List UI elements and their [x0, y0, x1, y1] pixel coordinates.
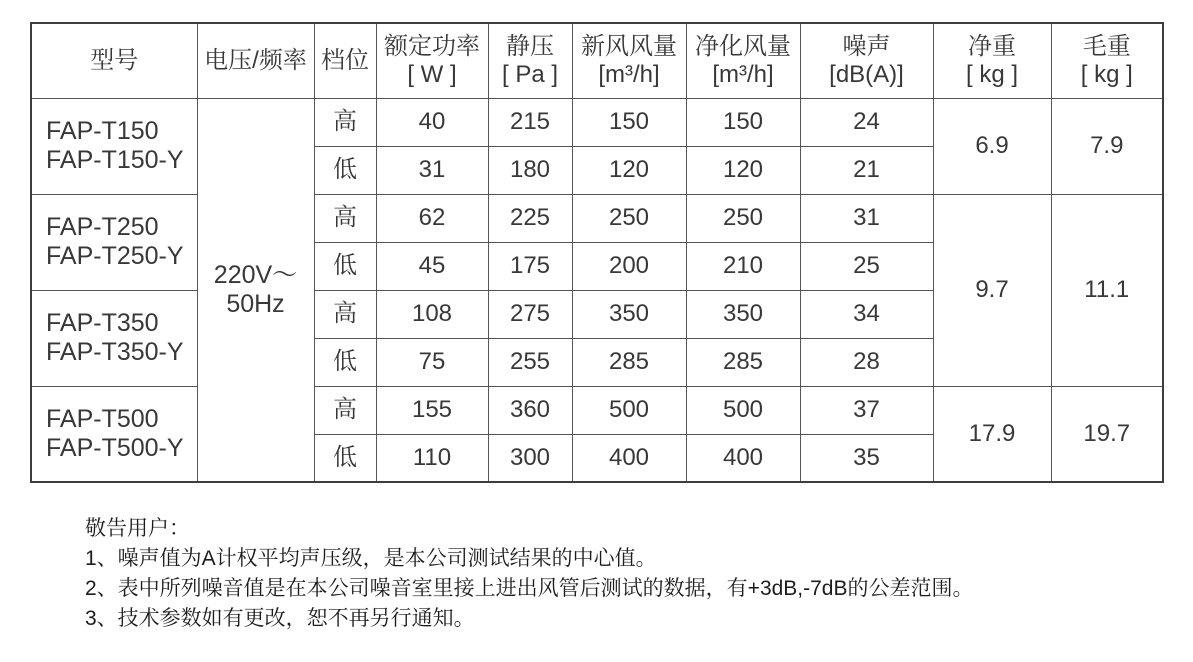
net-weight-value: 9.7: [933, 194, 1051, 386]
unit-pa: [ Pa ]: [501, 60, 559, 88]
noise-value: 35: [800, 434, 933, 482]
gear-cell: 高: [314, 386, 376, 434]
col-header-purified-air-volume: 净化风量 [m³/h]: [686, 23, 800, 98]
header-row: [31, 23, 1163, 98]
gross-weight-value: 11.1: [1051, 194, 1163, 386]
fresh-air-value: 120: [572, 146, 686, 194]
gear-cell: 低: [314, 146, 376, 194]
gear-cell: 高: [314, 98, 376, 146]
net-weight-value: 17.9: [933, 386, 1051, 482]
purify-air-value: 400: [686, 434, 800, 482]
unit-m3h: [m³/h]: [712, 60, 774, 88]
model-name: FAP-T250-Y: [46, 242, 184, 270]
unit-kg: [ kg ]: [1080, 60, 1133, 88]
purify-air-value: 120: [686, 146, 800, 194]
noise-value: 25: [800, 242, 933, 290]
power-value: 31: [376, 146, 488, 194]
notes-title: 敬告用户：: [85, 517, 190, 540]
col-header-gear: [314, 23, 376, 98]
table-row: [31, 98, 1163, 146]
col-header-model: [31, 23, 197, 98]
fresh-air-value: 350: [572, 290, 686, 338]
fresh-air-value: 200: [572, 242, 686, 290]
noise-value: 37: [800, 386, 933, 434]
model-name: FAP-T150-Y: [46, 146, 184, 174]
pressure-value: 300: [488, 434, 572, 482]
col-header-rated-power: 额定功率 [ W ]: [376, 23, 488, 98]
purify-air-value: 285: [686, 338, 800, 386]
unit-watt: [ W ]: [407, 60, 457, 88]
model-name: FAP-T150: [46, 117, 159, 146]
fresh-air-value: 285: [572, 338, 686, 386]
model-name: FAP-T500: [46, 405, 159, 433]
power-value: 45: [376, 242, 488, 290]
purify-air-value: 210: [686, 242, 800, 290]
fresh-air-value: 500: [572, 386, 686, 434]
model-cell-t350: [31, 290, 197, 386]
noise-value: 31: [800, 194, 933, 242]
note-item-3: 3、技术参数如有更改，恕不再另行通知。: [85, 607, 475, 630]
pressure-value: 215: [488, 98, 572, 146]
pressure-value: 225: [488, 194, 572, 242]
note-item-2: 2、表中所列噪音值是在本公司噪音室里接上进出风管后测试的数据，有+3dB,-7dB的公差范围。: [85, 577, 974, 600]
gear-cell: 高: [314, 194, 376, 242]
fresh-air-value: 150: [572, 98, 686, 146]
col-header-voltage-freq-label: 电压/频率: [204, 46, 307, 74]
gear-cell: 低: [314, 338, 376, 386]
pressure-value: 175: [488, 242, 572, 290]
pressure-value: 360: [488, 386, 572, 434]
power-value: 155: [376, 386, 488, 434]
model-name: FAP-T350-Y: [46, 338, 184, 366]
noise-value: 24: [800, 98, 933, 146]
purify-air-value: 150: [686, 98, 800, 146]
frequency-value: 50Hz: [226, 289, 285, 318]
model-cell-t250: [31, 194, 197, 290]
model-name: FAP-T500-Y: [46, 433, 184, 462]
col-header-gear-label: 档位: [321, 46, 369, 74]
noise-value: 28: [800, 338, 933, 386]
noise-value: 34: [800, 290, 933, 338]
model-name: FAP-T350: [46, 309, 159, 338]
fresh-air-value: 400: [572, 434, 686, 482]
gear-cell: 高: [314, 290, 376, 338]
gear-cell: 低: [314, 434, 376, 482]
unit-dba: [dB(A)]: [829, 60, 904, 88]
col-header-fresh-air-volume: 新风风量 [m³/h]: [572, 23, 686, 98]
pressure-value: 255: [488, 338, 572, 386]
note-item-1: 1、噪声值为A计权平均声压级，是本公司测试结果的中心值。: [85, 547, 657, 570]
noise-value: 21: [800, 146, 933, 194]
power-value: 62: [376, 194, 488, 242]
power-value: 108: [376, 290, 488, 338]
power-value: 110: [376, 434, 488, 482]
voltage-value: 220V～: [213, 261, 298, 289]
unit-kg: [ kg ]: [965, 60, 1019, 88]
gear-cell: 低: [314, 242, 376, 290]
pressure-value: 180: [488, 146, 572, 194]
purify-air-value: 250: [686, 194, 800, 242]
col-header-voltage-freq: [197, 23, 314, 98]
unit-m3h: [m³/h]: [598, 60, 660, 88]
col-header-gross-weight: 毛重 [ kg ]: [1051, 23, 1163, 98]
fresh-air-value: 250: [572, 194, 686, 242]
model-name: FAP-T250: [46, 213, 159, 242]
gross-weight-value: 19.7: [1051, 386, 1163, 482]
col-header-model-label: 型号: [90, 46, 139, 74]
col-header-noise: 噪声 [dB(A)]: [800, 23, 933, 98]
pressure-value: 275: [488, 290, 572, 338]
model-cell-t500: [31, 386, 197, 482]
power-value: 75: [376, 338, 488, 386]
col-header-static-pressure: 静压 [ Pa ]: [488, 23, 572, 98]
spec-table: [30, 22, 1164, 483]
model-cell-t150: [31, 98, 197, 194]
net-weight-value: 6.9: [933, 98, 1051, 194]
user-notes: [85, 514, 974, 634]
voltage-cell: [197, 98, 314, 482]
col-header-net-weight: 净重 [ kg ]: [933, 23, 1051, 98]
gross-weight-value: 7.9: [1051, 98, 1163, 194]
purify-air-value: 500: [686, 386, 800, 434]
purify-air-value: 350: [686, 290, 800, 338]
power-value: 40: [376, 98, 488, 146]
